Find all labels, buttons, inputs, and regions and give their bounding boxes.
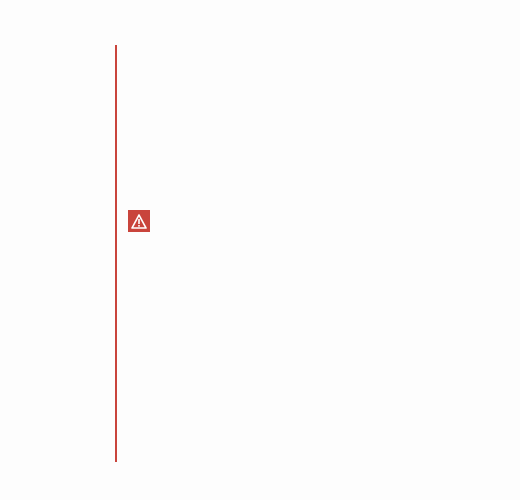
- warning-triangle-icon: [128, 210, 150, 232]
- note-heading: [128, 210, 157, 232]
- accent-rule: [115, 45, 117, 462]
